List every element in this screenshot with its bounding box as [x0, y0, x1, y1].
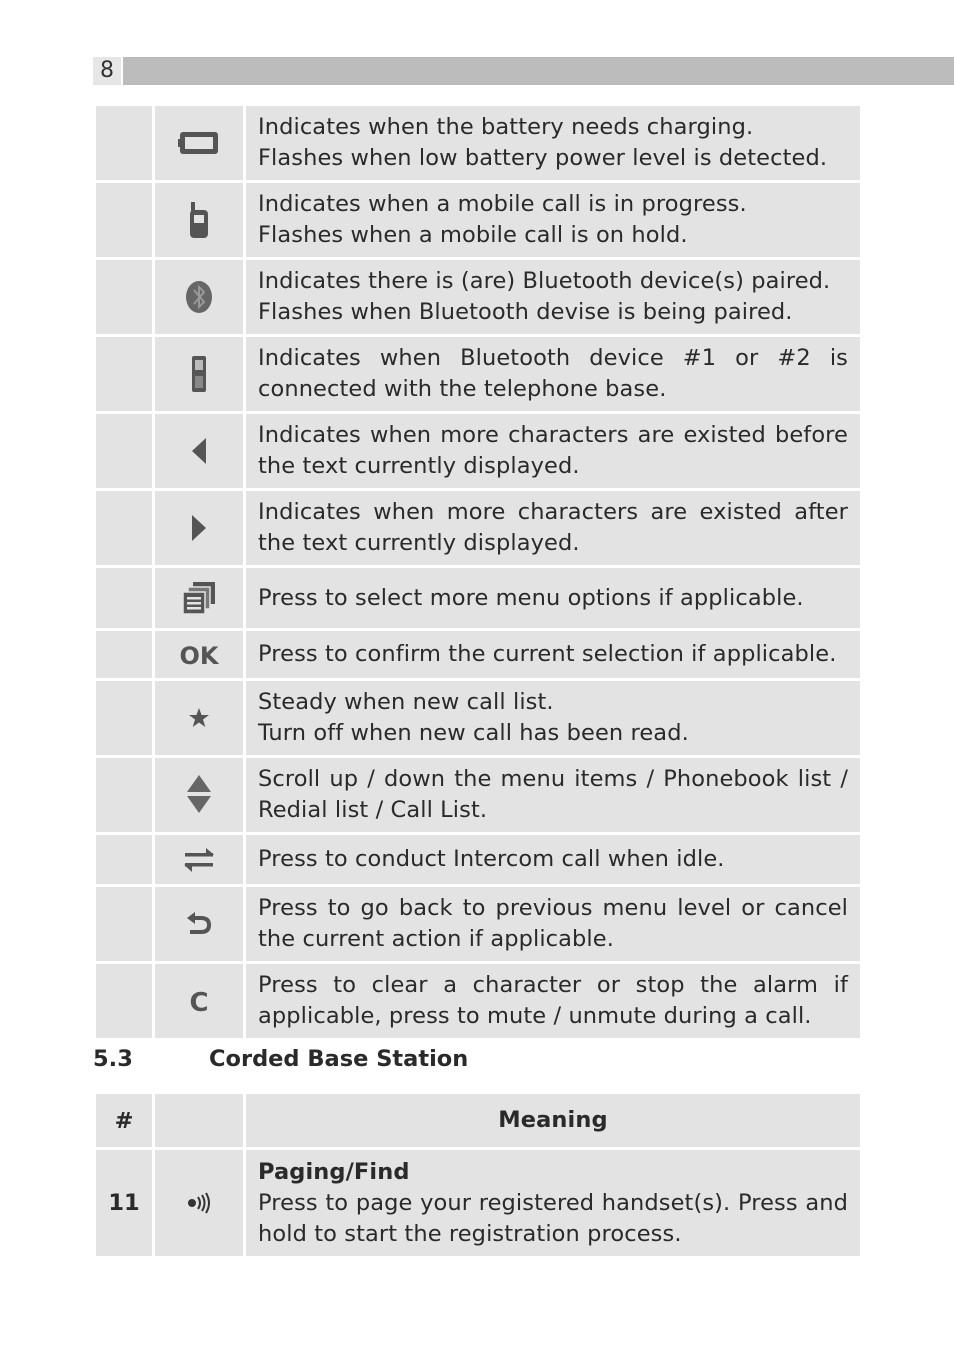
number-cell: [96, 106, 152, 180]
icon-cell: [155, 758, 243, 832]
description-line: Indicates when the battery needs charging.: [258, 114, 754, 140]
header-number: #: [96, 1094, 152, 1147]
icon-cell: [155, 183, 243, 257]
description-cell: [246, 260, 860, 334]
icon-cell: [155, 568, 243, 628]
mobile-phone-icon: [174, 197, 224, 243]
description-cell: [246, 681, 860, 755]
description-cell: [246, 631, 860, 678]
icon-cell: [155, 964, 243, 1038]
description-line: Indicates there is (are) Bluetooth device(s) paired.: [258, 268, 831, 294]
icon-cell: [155, 887, 243, 961]
back-icon: [174, 901, 224, 947]
table-row: [96, 1150, 860, 1256]
table-row: [96, 835, 860, 884]
table-row: [96, 491, 860, 565]
description-cell: [246, 183, 860, 257]
section-heading: [93, 1046, 468, 1072]
table-row: [96, 681, 860, 755]
table-row: [96, 887, 860, 961]
icon-cell: [155, 681, 243, 755]
description-cell: [246, 568, 860, 628]
table-row: [96, 106, 860, 180]
description-line: Flashes when a mobile call is on hold.: [258, 222, 688, 248]
description-line: Turn off when new call has been read.: [258, 720, 689, 746]
header-bar: [123, 57, 954, 85]
description-line: Indicates when more characters are existed before the text currently displayed.: [258, 422, 848, 479]
number-cell: [96, 491, 152, 565]
svg-text:C: C: [189, 988, 209, 1015]
description-cell: [246, 964, 860, 1038]
number-cell: [96, 681, 152, 755]
description-line: Scroll up / down the menu items / Phonebook list / Redial list / Call List.: [258, 766, 848, 823]
description-line: Steady when new call list.: [258, 689, 554, 715]
number-cell: [96, 964, 152, 1038]
description-line: Flashes when Bluetooth devise is being paired.: [258, 299, 793, 325]
icon-cell: [155, 835, 243, 884]
description-line: Press to confirm the current selection if applicable.: [258, 641, 837, 667]
star-icon: [174, 695, 224, 741]
battery-icon: [174, 120, 224, 166]
meaning-title: Paging/Find: [258, 1159, 410, 1185]
icon-cell: [155, 106, 243, 180]
number-cell: [96, 568, 152, 628]
arrow-right-icon: [174, 505, 224, 551]
number-cell: [96, 758, 152, 832]
icon-cell: [155, 337, 243, 411]
number-cell: [96, 887, 152, 961]
description-line: Indicates when a mobile call is in progress.: [258, 191, 747, 217]
description-cell: [246, 835, 860, 884]
header-icon: [155, 1094, 243, 1147]
table-row: [96, 568, 860, 628]
table-row: [96, 183, 860, 257]
number-cell: [96, 260, 152, 334]
description-line: Indicates when Bluetooth device #1 or #2 is connected with the telephone base.: [258, 345, 848, 402]
icon-cell: [155, 414, 243, 488]
svg-text:OK: OK: [179, 641, 219, 668]
base-station-table: [93, 1091, 863, 1259]
page-header: [93, 57, 954, 85]
ok-icon: [174, 632, 224, 678]
menu-icon: [174, 575, 224, 621]
description-cell: [246, 887, 860, 961]
bluetooth-device-icon: [174, 351, 224, 397]
table-row: [96, 758, 860, 832]
icon-cell: [155, 1150, 243, 1256]
description-cell: [246, 758, 860, 832]
row-number: 11: [96, 1150, 152, 1256]
meaning-text: Press to page your registered handset(s). Press and hold to start the registration process.: [258, 1190, 848, 1247]
paging-icon: [174, 1180, 224, 1226]
bluetooth-icon: [174, 274, 224, 320]
icon-table: [93, 103, 863, 1041]
table-row: [96, 964, 860, 1038]
description-cell: [246, 491, 860, 565]
description-line: Indicates when more characters are existed after the text currently displayed.: [258, 499, 848, 556]
description-cell: [246, 337, 860, 411]
arrow-left-icon: [174, 428, 224, 474]
clear-icon: [174, 978, 224, 1024]
table-header-row: [96, 1094, 860, 1147]
table-row: [96, 414, 860, 488]
icon-cell: [155, 631, 243, 678]
description-line: Flashes when low battery power level is detected.: [258, 145, 828, 171]
description-line: Press to go back to previous menu level or cancel the current action if applicable.: [258, 895, 848, 952]
description-cell: [246, 414, 860, 488]
description-line: Press to conduct Intercom call when idle.: [258, 846, 725, 872]
description-cell: [246, 106, 860, 180]
description-line: Press to select more menu options if applicable.: [258, 584, 804, 611]
table-row: [96, 337, 860, 411]
section-title: Corded Base Station: [209, 1046, 469, 1072]
up-down-icon: [174, 771, 224, 817]
intercom-icon: [174, 837, 224, 883]
table-row: [96, 631, 860, 678]
table-row: [96, 260, 860, 334]
number-cell: [96, 183, 152, 257]
number-cell: [96, 414, 152, 488]
icon-cell: [155, 260, 243, 334]
page-number: 8: [93, 57, 121, 85]
description-line: Press to clear a character or stop the alarm if applicable, press to mute / unmute during a call.: [258, 972, 848, 1029]
section-number: 5.3: [93, 1046, 133, 1072]
number-cell: [96, 835, 152, 884]
number-cell: [96, 631, 152, 678]
header-meaning: Meaning: [246, 1094, 860, 1147]
number-cell: [96, 337, 152, 411]
icon-cell: [155, 491, 243, 565]
meaning-cell: [246, 1150, 860, 1256]
